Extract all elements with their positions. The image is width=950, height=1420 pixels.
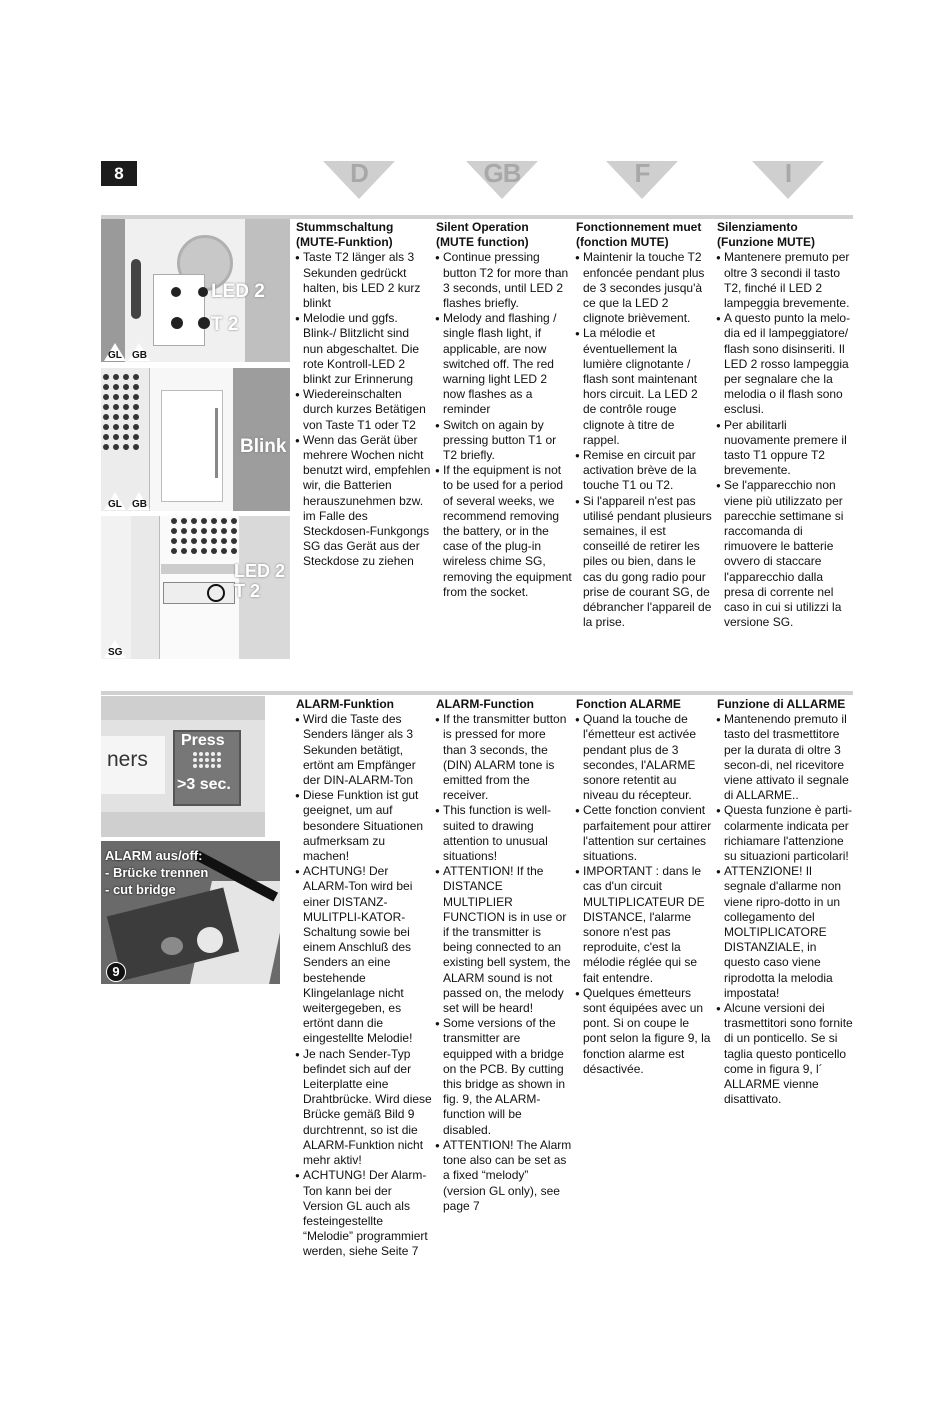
mute-column-f [576, 220, 712, 630]
list-item: ● This function is well-suited to drawing attention to unusual situations! [436, 803, 572, 864]
alarm-caption-line: - cut bridge [105, 882, 176, 897]
list-item: ● If the equipment is not to be used for a period of several weeks, we recommend removing the battery, or in the case of the plug-in wireless chime SG, removing the equipment from the socket. [436, 463, 572, 600]
mute-list-f [576, 250, 712, 630]
alarm-title-i: Funzione di ALLARME [717, 697, 846, 711]
figure-number-9: 9 [106, 962, 126, 982]
list-item: ● Per abilitarli nuovamente premere il tasto T1 oppure T2 brevemente. [717, 418, 853, 479]
language-label-gb: GB [483, 158, 521, 188]
section-divider-alarm [101, 691, 853, 695]
label-t2: T 2 [211, 314, 239, 335]
alarm-caption-line: ALARM aus/off: [105, 848, 203, 863]
list-item: ● ACHTUNG! Der Alarm-Ton kann bei der Version GL auch als festeingestellte “Melodie” programmiert werden, siehe Seite 7 [296, 1168, 432, 1259]
label-press: Press [181, 732, 225, 749]
mute-title-de [296, 220, 432, 250]
list-item: ● Wenn das Gerät über mehrere Wochen nicht benutzt wird, empfehlen wir, die Batterien herauszunehmen bzw. im Falle des Steckdosen-Funkgongs SG das Gerät aus der Steckdose zu ziehen [296, 433, 432, 570]
badge-sg: SG [108, 647, 123, 658]
alarm-column-gb [436, 697, 572, 1214]
alarm-caption [105, 847, 208, 898]
mute-column-de [296, 220, 432, 570]
title-line: Stummschaltung [296, 220, 394, 234]
mute-column-i [717, 220, 853, 630]
mute-list-gb [436, 250, 572, 600]
list-item: ● Se l'apparecchio non viene più utilizzato per parecchie settimane si raccomanda di rimuovere le batterie ovvero di staccare l'apparecchio dalla presa di corrente nel caso in cui si utilizzi la versione SG. [717, 478, 853, 630]
partial-label-text: ners [107, 748, 148, 771]
mute-list-i [717, 250, 853, 630]
list-item: ● If the transmitter button is pressed for more than 3 seconds, the (DIN) ALARM tone is emitted from the receiver. [436, 712, 572, 803]
speaker-grille [171, 518, 237, 554]
keypad-dots [193, 752, 221, 768]
alarm-column-f [576, 697, 712, 1077]
badge-gl: GL [108, 350, 122, 361]
list-item: ● Remise en circuit par activation brève de la touche T1 ou T2. [576, 448, 712, 494]
list-item: ● ATTENTION! The Alarm tone also can be set as a fixed “melody” (version GL only), see page 7 [436, 1138, 572, 1214]
speaker-grille [103, 374, 139, 450]
title-line: (MUTE function) [436, 235, 529, 250]
label-t2: T 2 [234, 581, 261, 601]
alarm-list-gb [436, 712, 572, 1214]
list-item: ● ATTENTION! If the DISTANCE MULTIPLIER FUNCTION is in use or if the transmitter is being connected to an existing bell system, the ALARM sound is not passed on, the melody set will be heard! [436, 864, 572, 1016]
list-item: ● Mantenendo premuto il tasto del trasmettitore per la durata di oltre 3 secon-di, nel ricevitore viene attivato il segnale di ALLARME.. [717, 712, 853, 803]
list-item: ● Questa funzione è parti-colarmente indicata per richiamare l'attenzione su situazioni particolari! [717, 803, 853, 864]
alarm-list-f [576, 712, 712, 1077]
list-item: ● Melody and flashing / single flash light, if applicable, are now switched off. The red warning light LED 2 now flashes as a reminder [436, 311, 572, 417]
mute-title-f [576, 220, 712, 250]
mute-title-gb [436, 220, 572, 250]
list-item: ● IMPORTANT : dans le cas d'un circuit MULTIPLICATEUR DE DISTANCE, l'alarme sonore n'est pas reproduite, c'est la mélodie réglée qui se fait entendre. [576, 864, 712, 986]
list-item: ● Continue pressing button T2 for more than 3 seconds, until LED 2 flashes briefly. [436, 250, 572, 311]
title-line: Fonctionnement muet [576, 220, 702, 234]
list-item: ● Mantenere premuto per oltre 3 secondi il tasto T2, finché il LED 2 lampeggia brevemente. [717, 250, 853, 311]
alarm-list-i [717, 712, 853, 1107]
label-3-sec: >3 sec. [177, 776, 231, 793]
language-label-f: F [634, 158, 650, 188]
title-line: Silenziamento [717, 220, 798, 234]
list-item: ● Melodie und ggfs. Blink-/ Blitzlicht sind nun abgeschaltet. Die rote Kontroll-LED 2 blinkt zur Erinnerung [296, 311, 432, 387]
photo-pcb-bridge [101, 841, 280, 984]
title-line: (Funzione MUTE) [717, 235, 815, 250]
list-item: ● ACHTUNG! Der ALARM-Ton wird bei einer DISTANZ-MULITPLI-KATOR-Schaltung sowie bei einem Anschluß des Senders an eine bestehende Klingelanlage nicht weitergegeben, es ertönt dann die eingestellte Melodie! [296, 864, 432, 1046]
list-item: ● Je nach Sender-Typ befindet sich auf der Leiterplatte eine Drahtbrücke. Wird diese Brücke gemäß Bild 9 durchtrennt, so ist die ALARM-Funktion nicht mehr aktiv! [296, 1047, 432, 1169]
list-item: ● Some versions of the transmitter are equipped with a bridge on the PCB. By cutting this bridge as shown in fig. 9, the ALARM-function will be disabled. [436, 1016, 572, 1138]
alarm-column-i [717, 697, 853, 1107]
list-item: ● Diese Funktion ist gut geeignet, um auf besondere Situationen aufmerksam zu machen! [296, 788, 432, 864]
list-item: ● Cette fonction convient parfaitement pour attirer l'attention sur certaines situations. [576, 803, 712, 864]
photo-transmitter-press [101, 696, 265, 837]
alarm-title-gb: ALARM-Function [436, 697, 534, 711]
list-item: ● Wiedereinschalten durch kurzes Betätigen von Taste T1 oder T2 [296, 387, 432, 433]
title-line: (MUTE-Funktion) [296, 235, 393, 250]
list-item: ● La mélodie et éventuellement la lumière clignotante / flash sont maintenant hors circuit. La LED 2 de contrôle rouge clignote à titre de rappel. [576, 326, 712, 448]
label-blink: Blink [240, 436, 287, 457]
list-item: ● Quelques émetteurs sont équipées avec un pont. Si on coupe le pont selon la figure 9, la fonction alarme est désactivée. [576, 986, 712, 1077]
list-item: ● Taste T2 länger als 3 Sekunden gedrückt halten, bis LED 2 kurz blinkt [296, 250, 432, 311]
list-item: ● A questo punto la melo-dia ed il lampeggiatore/ flash sono disinseriti. Il LED 2 rosso lampeggia per segnalare che la melodia o il flash sono esclusi. [717, 311, 853, 417]
list-item: ● Alcune versioni dei trasmettitori sono fornite di un ponticello. Se si taglia questo ponticello come in figura 9, l´ ALLARME vienne disattivato. [717, 1001, 853, 1107]
list-item: ● Wird die Taste des Senders länger als 3 Sekunden betätigt, ertönt am Empfänger der DIN-ALARM-Ton [296, 712, 432, 788]
title-line: (fonction MUTE) [576, 235, 669, 250]
list-item: ● Maintenir la touche T2 enfoncée pendant plus de 3 secondes jusqu'à ce que la LED 2 clignote brièvement. [576, 250, 712, 326]
label-led2: LED 2 [211, 281, 265, 302]
alarm-column-de [296, 697, 432, 1260]
photo-receiver-led-t2 [101, 219, 290, 362]
list-item: ● ATTENZIONE! Il segnale d'allarme non viene ripro-dotto in un collegamento del MOLTIPLICATORE DISTANZIALE, in questo caso viene riprodotta la melodia impostata! [717, 864, 853, 1001]
photo-blink [101, 368, 290, 511]
photo-plugin-chime-sg [101, 516, 290, 659]
alarm-list-de [296, 712, 432, 1259]
badge-gb: GB [132, 499, 147, 510]
alarm-caption-line: - Brücke trennen [105, 865, 209, 880]
list-item: ● Switch on again by pressing button T1 or T2 briefly. [436, 418, 572, 464]
language-label-de: D [350, 158, 368, 188]
language-label-i: I [784, 158, 792, 188]
page-number: 8 [101, 161, 137, 186]
badge-gl: GL [108, 499, 122, 510]
mute-column-gb [436, 220, 572, 600]
mute-list-de [296, 250, 432, 569]
list-item: ● Quand la touche de l'émetteur est activée pendant plus de 3 secondes, l'ALARME sonore retentit au niveau du récepteur. [576, 712, 712, 803]
mute-title-i [717, 220, 853, 250]
list-item: ● Si l'appareil n'est pas utilisé pendant plusieurs semaines, il est conseillé de retirer les piles ou bien, dans le cas du gong radio pour prise de courant SG, de débrancher l'appareil de la prise. [576, 494, 712, 631]
alarm-title-de: ALARM-Funktion [296, 697, 394, 711]
title-line: Silent Operation [436, 220, 529, 234]
alarm-title-f: Fonction ALARME [576, 697, 681, 711]
badge-gb: GB [132, 350, 147, 361]
label-led2: LED 2 [234, 561, 286, 581]
